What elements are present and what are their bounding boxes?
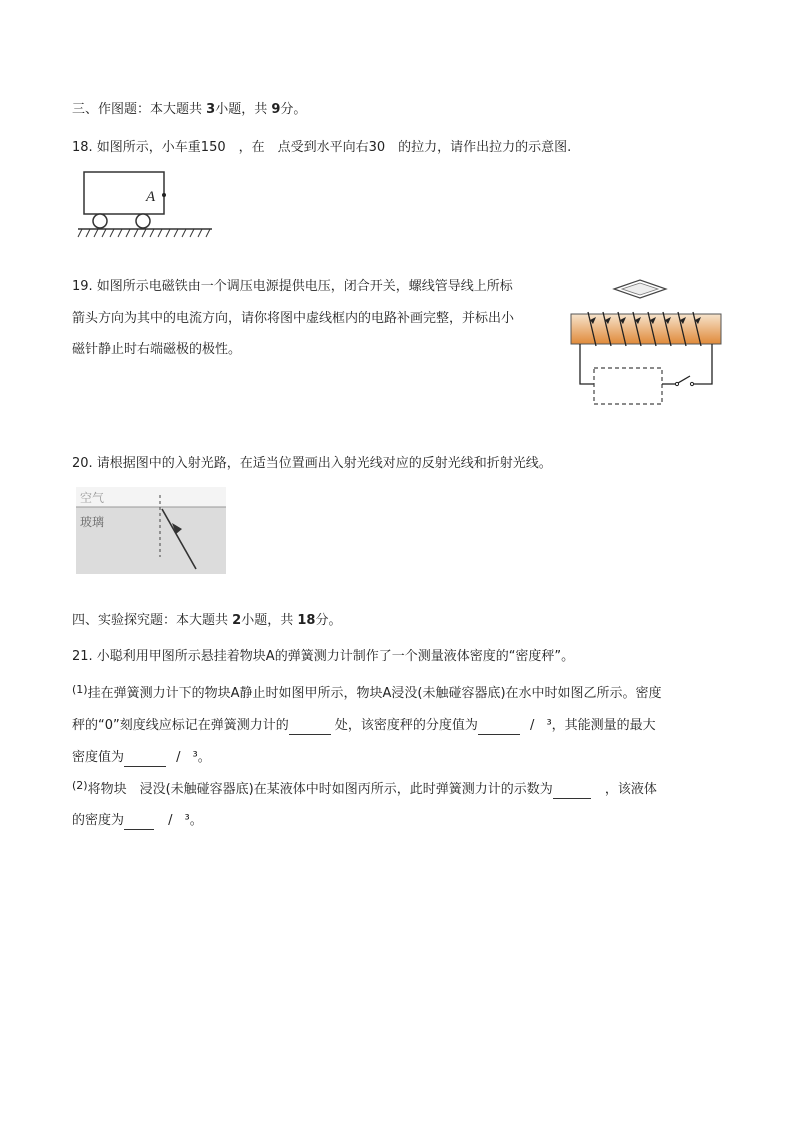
part-1-text-b1: 秤的“0”刻度线应标记在弹簧测力计的 [72,718,289,733]
dashed-circuit-box [594,368,662,404]
switch-lever [678,376,690,383]
section-3-heading [72,101,306,119]
part-1-text-a: 挂在弹簧测力计下的物块A静止时如图甲所示，物块A浸没(未触碰容器底)在水中时如图乙所示。密度 [87,686,662,701]
question-21-part-1-line-2 [72,717,656,735]
question-19-line-2: 箭头方向为其中的电流方向，请你将图中虚线框内的电路补画完整，并标出小 [72,311,515,326]
part-2-number: (2) [72,779,88,792]
glass-label: 玻璃 [80,515,105,529]
part-1-text-b2: 处，该密度秤的分度值为 [334,718,478,733]
part-2-text-a1: 将物块 浸没(未触碰容器底)在某液体中时如图丙所示，此时弹簧测力计的示数为 [87,782,553,797]
answer-blank-scale-reading[interactable] [553,784,591,799]
answer-blank-division-value[interactable] [478,720,520,735]
answer-blank-liquid-density[interactable] [124,815,154,830]
part-1-text-b3: / [530,718,535,733]
point-a-label: A [146,189,156,205]
question-19-line-1: 19. 如图所示电磁铁由一个调压电源提供电压，闭合开关，螺线管导线上所标 [72,279,513,294]
answer-blank-max-density[interactable] [124,752,166,767]
compass-needle-icon [614,280,666,298]
question-21-intro: 21. 小聪利用甲图所示悬挂着物块A的弹簧测力计制作了一个测量液体密度的“密度秤”。 [72,649,575,664]
part-1-text-c1: 密度值为 [72,750,125,765]
part-1-text-c2: / [176,750,181,765]
question-19-figure [566,278,726,408]
part-1-number: (1) [72,683,88,696]
section-3-count: 3 [206,102,216,117]
section-4-heading [72,612,341,630]
part-2-text-b2: / [168,813,173,828]
question-20-figure [76,487,226,574]
section-3-label: 三、作图题：本大题共 [72,102,203,117]
question-20-text: 20. 请根据图中的入射光路，在适当位置画出入射光线对应的反射光线和折射光线。 [72,456,552,471]
part-2-text-b3: ³。 [184,813,203,828]
part-2-text-b1: 的密度为 [72,813,125,828]
section-4-label-end: 分。 [315,613,342,628]
question-19-line-3: 磁针静止时右端磁极的极性。 [72,342,242,357]
section-4-label-mid: 小题，共 [241,613,294,628]
question-21-part-2-line-2 [72,812,203,830]
section-3-label-end: 分。 [280,102,307,117]
air-label: 空气 [80,491,105,505]
question-21-part-1-line-3 [72,749,211,767]
answer-blank-zero-mark[interactable] [289,720,331,735]
incident-ray [162,509,196,569]
point-a-dot [162,193,166,197]
question-18-figure [76,168,216,240]
section-4-points: 18 [297,613,316,628]
question-21-part-2-line-1 [72,781,657,799]
section-3-points: 9 [271,102,281,117]
part-2-text-a2: ，该液体 [604,782,657,797]
section-4-count: 2 [232,613,242,628]
question-21-part-1-line-1 [72,685,662,703]
part-1-text-b4: ³，其能测量的最大 [546,718,656,733]
part-1-text-c3: ³。 [192,750,211,765]
question-18-text: 18. 如图所示，小车重150 ，在 点受到水平向右30 的拉力，请作出拉力的示意图. [72,140,572,155]
section-3-label-mid: 小题，共 [215,102,268,117]
section-4-label: 四、实验探究题：本大题共 [72,613,229,628]
